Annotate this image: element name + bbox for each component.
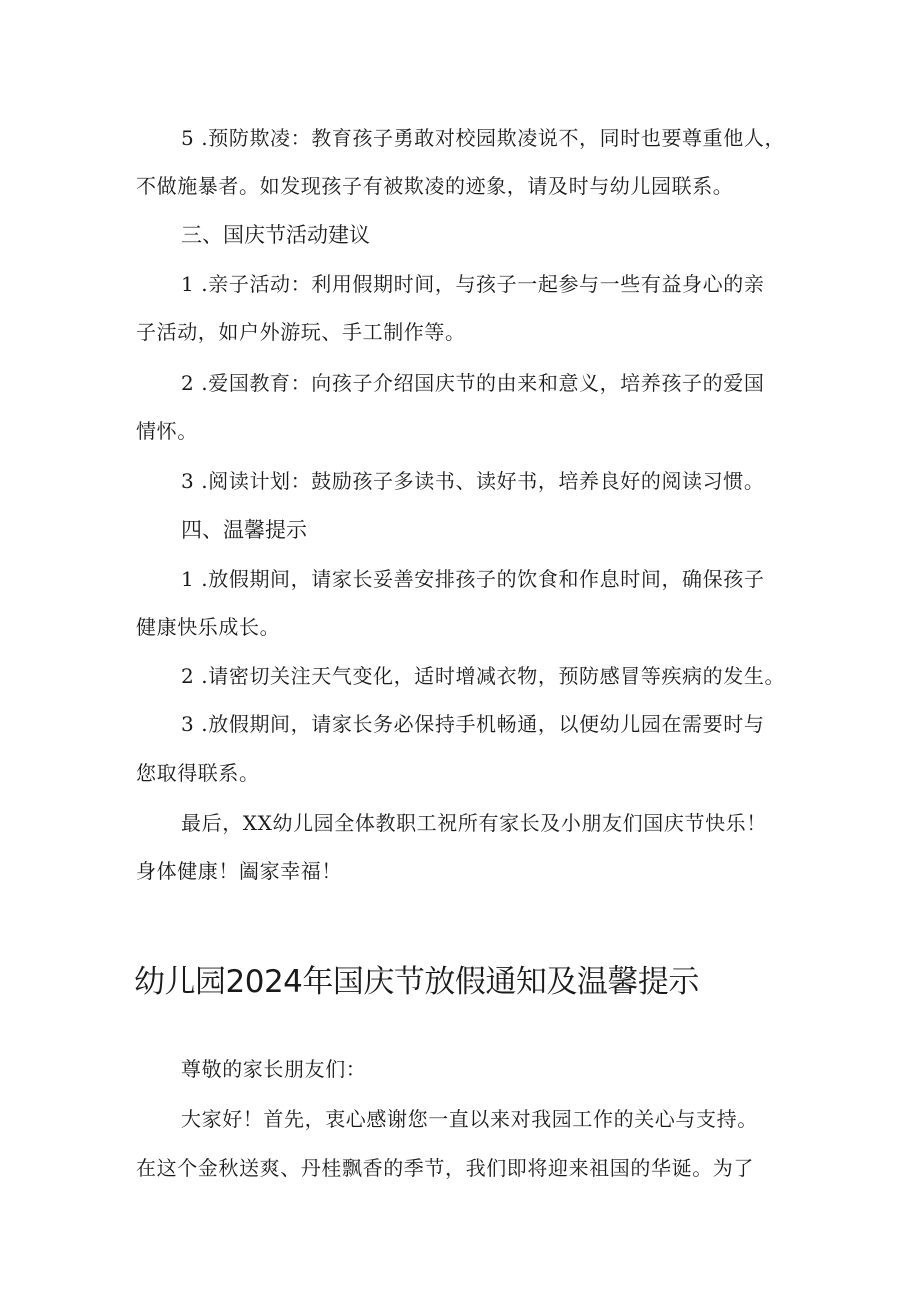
closing-line-2: 身体健康！阖家幸福！	[136, 859, 342, 883]
intro-line-1: 大家好！首先，衷心感谢您一直以来对我园工作的关心与支持。	[181, 1107, 758, 1131]
prev-item-5-line-1: 5 .预防欺凌：教育孩子勇敢对校园欺凌说不，同时也要尊重他人，	[181, 126, 786, 150]
section-3-item-3-line-1: 3 .阅读计划：鼓励孩子多读书、读好书，培养良好的阅读习惯。	[181, 469, 765, 493]
document-title: 幼儿园2024年国庆节放假通知及温馨提示	[134, 964, 699, 1000]
section-4-item-3-line-1: 3 .放假期间，请家长务必保持手机畅通，以便幼儿园在需要时与	[181, 712, 765, 736]
prev-item-5-line-2: 不做施暴者。如发现孩子有被欺凌的迹象，请及时与幼儿园联系。	[136, 174, 734, 198]
section-3-item-2-line-1: 2 .爱国教育：向孩子介绍国庆节的由来和意义，培养孩子的爱国	[181, 371, 765, 395]
section-3-heading: 三、国庆节活动建议	[181, 223, 370, 247]
section-3-item-1-line-1: 1 .亲子活动：利用假期时间，与孩子一起参与一些有益身心的亲	[181, 272, 765, 296]
closing-line-1: 最后，XX幼儿园全体教职工祝所有家长及小朋友们国庆节快乐！	[181, 811, 767, 835]
section-3-item-2-line-2: 情怀。	[136, 419, 198, 443]
section-4-item-2-line-1: 2 .请密切关注天气变化，适时增减衣物，预防感冒等疾病的发生。	[181, 664, 786, 688]
salutation: 尊敬的家长朋友们：	[181, 1057, 367, 1081]
section-4-item-1-line-2: 健康快乐成长。	[136, 615, 281, 639]
section-4-item-3-line-2: 您取得联系。	[136, 761, 260, 785]
section-4-item-1-line-1: 1 .放假期间，请家长妥善安排孩子的饮食和作息时间，确保孩子	[181, 567, 765, 591]
intro-line-2: 在这个金秋送爽、丹桂飘香的季节，我们即将迎来祖国的华诞。为了	[136, 1156, 754, 1180]
section-4-heading: 四、温馨提示	[181, 518, 307, 542]
section-3-item-1-line-2: 子活动，如户外游玩、手工制作等。	[136, 320, 466, 344]
